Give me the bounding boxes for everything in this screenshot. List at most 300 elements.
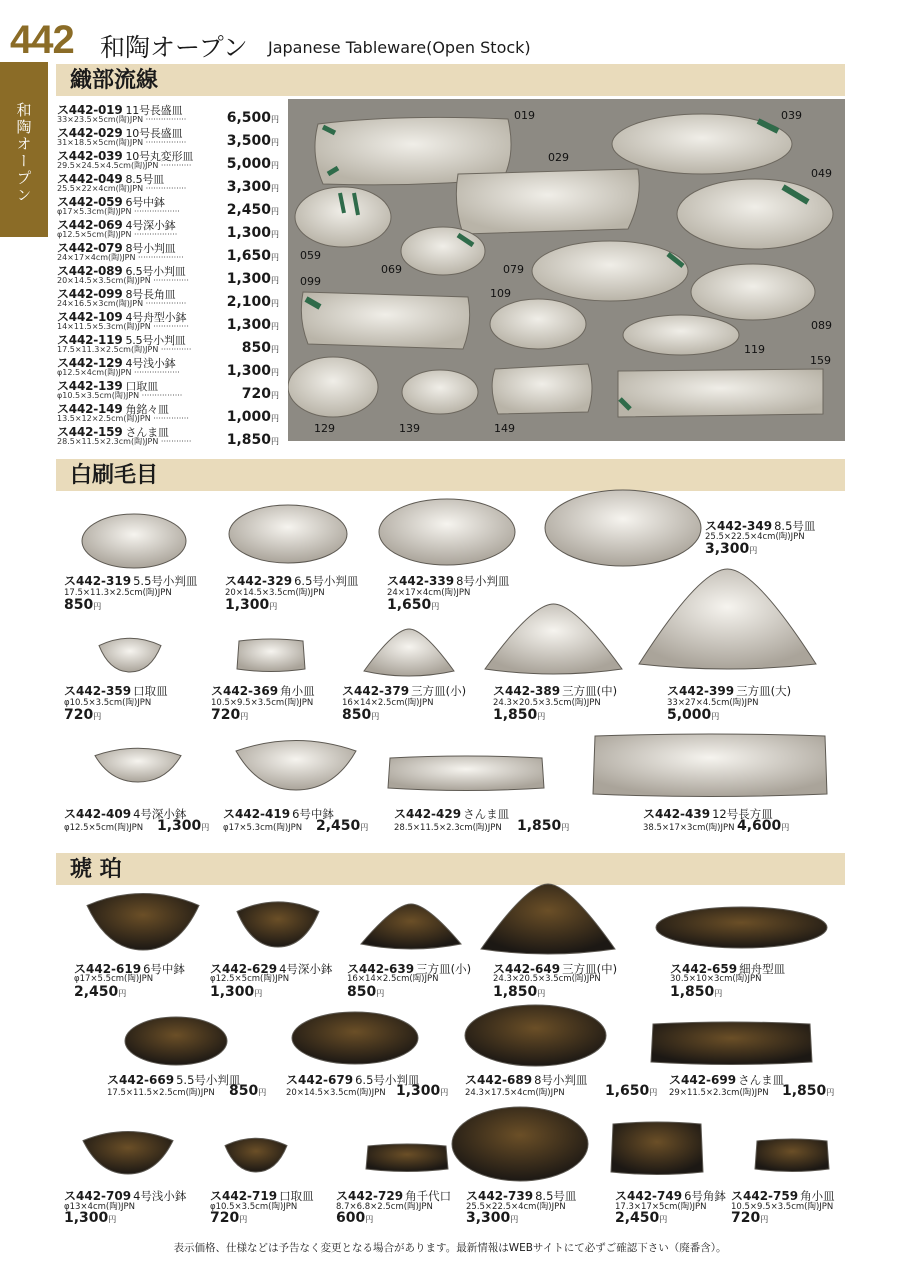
item-spec: φ12.5×4cm(陶)JPN ·················· [57,368,180,377]
item-code: ス442-659 細舟型皿 [670,962,786,976]
item-name: 8.5号皿 [774,519,816,533]
item-spec: 24×17×4cm(陶)JPN [387,588,471,598]
dish-image [233,733,359,793]
item-price: 2,100円 [226,294,279,310]
item-name: 角千代口 [405,1189,452,1203]
item-price: 600円 [336,1210,374,1226]
yen-mark: 円 [649,1088,658,1097]
item-spec: φ10.5×3.5cm(陶)JPN [64,698,152,708]
item-price: 1,300円 [226,225,279,241]
item-price: 3,300円 [705,541,758,557]
item-spec: 25.5×22.5×4cm(陶)JPN [466,1202,566,1212]
item-spec: 25.5×22×4cm(陶)JPN ················ [57,184,187,193]
item-name: 口取皿 [125,380,158,393]
dish-image [450,1105,590,1183]
oribe-product-photo [288,99,845,441]
dish-image [227,503,349,565]
list-item [57,193,285,216]
yen-mark: 円 [271,230,279,239]
item-spec: 16×14×2.5cm(陶)JPN [342,698,434,708]
yen-mark: 円 [440,1088,449,1097]
photo-label: 109 [490,287,511,300]
yen-mark: 円 [271,391,279,400]
item-code: ス442-739 8.5号皿 [466,1189,577,1203]
item-code: ス442-139 口取皿 [57,379,158,393]
item-price: 850円 [347,984,385,1000]
item-code: ス442-329 6.5号小判皿 [225,574,359,588]
item-code: ス442-049 8.5号皿 [57,172,164,186]
item-code: ス442-359 口取皿 [64,684,168,698]
section-heading-hakeme: 白刷毛目 [56,459,845,491]
item-price: 1,850円 [782,1083,835,1099]
yen-mark: 円 [714,989,723,998]
product-image [233,733,359,797]
yen-mark: 円 [659,1215,668,1224]
photo-label: 099 [300,275,321,288]
item-name: 4号浅小鉢 [133,1189,187,1203]
item-price: 720円 [241,386,279,402]
yen-mark: 円 [431,602,440,611]
yen-mark: 円 [271,322,279,331]
dish-image [96,633,164,675]
item-spec: φ17×5.3cm(陶)JPN [223,823,303,833]
item-spec: φ12.5×5cm(陶)JPN [210,974,290,984]
item-code: ス442-729 角千代口 [336,1189,452,1203]
list-item [57,400,285,423]
item-name: 10号丸変形皿 [125,150,194,163]
yen-mark: 円 [108,1215,117,1224]
list-item [57,377,285,400]
item-name: 角小皿 [800,1189,835,1203]
item-code: ス442-019 11号長盛皿 [57,103,183,117]
item-name: 三方皿(大) [736,684,792,698]
item-name: 細舟型皿 [739,962,786,976]
dish-image [386,752,546,794]
footer-note: 表示価格、仕様などは予告なく変更となる場合があります。最新情報はWEBサイトにて必ずご確認下さい（廃番含）。 [173,1242,727,1254]
item-name: 6号中鉢 [292,807,334,821]
product-image [96,633,164,679]
product-image [360,625,458,681]
item-code: ス442-119 5.5号小判皿 [57,333,186,347]
item-spec: 24×16.5×3cm(陶)JPN ················ [57,299,187,308]
photo-label: 029 [548,151,569,164]
item-price: 1,650円 [387,597,440,613]
item-code: ス442-399 三方皿(大) [667,684,792,698]
dish-image [753,1135,831,1175]
item-name: 5.5号小判皿 [176,1073,241,1087]
item-spec: 17.5×11.5×2.5cm(陶)JPN [107,1088,215,1098]
product-image [222,1133,290,1179]
dish-image [377,497,517,567]
yen-mark: 円 [711,712,720,721]
item-name: 8号小判皿 [456,574,510,588]
item-price: 1,850円 [670,984,723,1000]
item-code: ス442-429 さんま皿 [394,807,510,821]
yen-mark: 円 [269,602,278,611]
item-price: 1,300円 [64,1210,117,1226]
item-spec: 33×23.5×5cm(陶)JPN ················ [57,115,187,124]
dish-image [635,565,820,670]
dish-image [222,1133,290,1175]
yen-mark: 円 [561,823,570,832]
yen-mark: 円 [271,299,279,308]
photo-label: 039 [781,109,802,122]
item-spec: φ12.5×5cm(陶)JPN ················· [57,230,178,239]
yen-mark: 円 [271,207,279,216]
item-code: ス442-069 4号深小鉢 [57,218,176,232]
item-spec: 20×14.5×3.5cm(陶)JPN [225,588,325,598]
item-spec: 28.5×11.5×2.3cm(陶)JPN [394,823,502,833]
item-code: ス442-349 8.5号皿 [705,519,816,533]
item-price: 1,300円 [225,597,278,613]
yen-mark: 円 [365,1215,374,1224]
yen-mark: 円 [360,823,369,832]
dish-image [92,743,184,785]
item-name: 三方皿(小) [416,962,472,976]
yen-mark: 円 [93,602,102,611]
product-image [80,1125,176,1181]
product-image [609,1118,705,1182]
dish-image [654,905,829,950]
item-name: 4号深小鉢 [133,807,187,821]
item-code: ス442-679 6.5号小判皿 [286,1073,420,1087]
item-code: ス442-669 5.5号小判皿 [107,1073,241,1087]
item-name: 4号舟型小鉢 [125,311,187,324]
dish-image [477,880,619,955]
product-image [364,1140,450,1179]
item-price: 5,000円 [226,156,279,172]
photo-label: 059 [300,249,321,262]
yen-mark: 円 [537,712,546,721]
item-name: 角小皿 [280,684,315,698]
item-name: 6.5号小判皿 [125,265,186,278]
item-name: 口取皿 [133,684,168,698]
item-price: 1,300円 [226,363,279,379]
section-heading-oribe: 織部流線 [56,64,845,96]
dish-image [481,600,626,675]
item-code: ス442-039 10号丸変形皿 [57,149,194,163]
item-name: 三方皿(中) [562,962,618,976]
yen-mark: 円 [271,276,279,285]
item-name: 4号深小鉢 [279,962,333,976]
item-name: 8号長角皿 [125,288,176,301]
section-heading-kohaku: 琥 珀 [56,853,845,885]
item-name: 三方皿(中) [562,684,618,698]
dish-image [80,1125,176,1177]
item-price: 1,850円 [517,818,570,834]
item-code: ス442-639 三方皿(小) [347,962,472,976]
item-spec: 20×14.5×3.5cm(陶)JPN [286,1088,386,1098]
list-item [57,216,285,239]
item-spec: 17.5×11.3×2.5cm(陶)JPN ············ [57,345,192,354]
item-code: ス442-689 8号小判皿 [465,1073,588,1087]
product-image [92,743,184,789]
list-item [57,262,285,285]
side-tab: 和陶オープン [0,62,48,237]
item-name: 5.5号小判皿 [133,574,198,588]
product-image [635,565,820,674]
item-price: 1,650円 [226,248,279,264]
item-name: 11号長盛皿 [125,104,183,117]
item-spec: φ12.5×5cm(陶)JPN [64,823,144,833]
item-code: ス442-439 12号長方皿 [643,807,773,821]
item-code: ス442-029 10号長盛皿 [57,126,183,140]
item-price: 850円 [229,1083,267,1099]
yen-mark: 円 [271,414,279,423]
item-price: 5,000円 [667,707,720,723]
item-code: ス442-759 角小皿 [731,1189,835,1203]
item-spec: 14×11.5×5.3cm(陶)JPN ·············· [57,322,189,331]
item-price: 1,300円 [396,1083,449,1099]
product-image [543,488,703,572]
product-image [481,600,626,679]
yen-mark: 円 [271,184,279,193]
item-code: ス442-149 角銘々皿 [57,402,169,416]
yen-mark: 円 [271,368,279,377]
item-spec: 17.5×11.3×2.5cm(陶)JPN [64,588,172,598]
yen-mark: 円 [826,1088,835,1097]
item-code: ス442-419 6号中鉢 [223,807,334,821]
dish-image [364,1140,450,1175]
item-spec: 16×14×2.5cm(陶)JPN [347,974,439,984]
product-image [84,885,202,957]
item-code: ス442-749 6号角鉢 [615,1189,726,1203]
item-spec: 24.3×20.5×3.5cm(陶)JPN [493,974,601,984]
photo-label: 049 [811,167,832,180]
yen-mark: 円 [760,1215,769,1224]
list-item [57,308,285,331]
item-price: 850円 [241,340,279,356]
item-name: 8.5号皿 [535,1189,577,1203]
item-name: 5.5号小判皿 [125,334,186,347]
item-price: 720円 [210,1210,248,1226]
item-price: 850円 [342,707,380,723]
item-price: 3,300円 [466,1210,519,1226]
item-price: 2,450円 [226,202,279,218]
product-image [649,1018,814,1072]
item-name: 8号小判皿 [125,242,176,255]
item-price: 2,450円 [316,818,369,834]
item-price: 1,300円 [226,317,279,333]
item-price: 2,450円 [74,984,127,1000]
product-image [463,1003,608,1072]
list-item [57,239,285,262]
list-item [57,423,285,446]
dish-image [123,1015,229,1067]
page-subtitle: Japanese Tableware(Open Stock) [268,38,531,57]
yen-mark: 円 [271,161,279,170]
item-code: ス442-129 4号浅小鉢 [57,356,176,370]
list-item [57,124,285,147]
item-name: 8.5号皿 [125,173,164,186]
yen-mark: 円 [271,345,279,354]
item-code: ス442-379 三方皿(小) [342,684,467,698]
yen-mark: 円 [537,989,546,998]
item-name: 口取皿 [279,1189,314,1203]
item-spec: 31×18.5×5cm(陶)JPN ················ [57,138,187,147]
product-image [227,503,349,569]
list-item [57,285,285,308]
item-code: ス442-719 口取皿 [210,1189,314,1203]
product-image [654,905,829,954]
dish-image [80,512,188,570]
item-code: ス442-059 6号中鉢 [57,195,165,209]
item-code: ス442-079 8号小判皿 [57,241,176,255]
item-spec: 33×27×4.5cm(陶)JPN [667,698,759,708]
dish-image [234,895,322,950]
page-title: 和陶オープン [100,33,248,62]
yen-mark: 円 [201,823,210,832]
yen-mark: 円 [118,989,127,998]
yen-mark: 円 [254,989,263,998]
yen-mark: 円 [749,546,758,555]
dish-image [463,1003,608,1068]
product-image [80,512,188,574]
oribe-product-list [57,101,285,446]
item-price: 720円 [211,707,249,723]
item-spec: 24.3×17.5×4cm(陶)JPN [465,1088,565,1098]
item-name: 4号浅小鉢 [125,357,176,370]
photo-label: 119 [744,343,765,356]
list-item [57,147,285,170]
item-name: 10号長盛皿 [125,127,183,140]
photo-label: 159 [810,354,831,367]
photo-label: 149 [494,422,515,435]
yen-mark: 円 [781,823,790,832]
dish-image [609,1118,705,1178]
list-item [57,354,285,377]
item-spec: 24.3×20.5×3.5cm(陶)JPN [493,698,601,708]
dish-image [290,1010,420,1066]
item-spec: 20×14.5×3.5cm(陶)JPN ·············· [57,276,189,285]
item-price: 6,500円 [226,110,279,126]
item-code: ス442-389 三方皿(中) [493,684,618,698]
yen-mark: 円 [240,712,249,721]
item-code: ス442-339 8号小判皿 [387,574,510,588]
product-image [290,1010,420,1070]
item-price: 1,650円 [605,1083,658,1099]
list-item [57,170,285,193]
item-code: ス442-409 4号深小鉢 [64,807,187,821]
item-spec: φ17×5.3cm(陶)JPN ·················· [57,207,180,216]
photo-label: 089 [811,319,832,332]
item-spec: 13.5×12×2.5cm(陶)JPN ·············· [57,414,189,423]
item-name: 三方皿(小) [411,684,467,698]
yen-mark: 円 [371,712,380,721]
item-price: 850円 [64,597,102,613]
product-image [123,1015,229,1071]
yen-mark: 円 [271,437,279,446]
product-image [753,1135,831,1179]
dish-image [357,900,465,950]
item-price: 2,450円 [615,1210,668,1226]
dish-image [591,730,829,800]
item-name: さんま皿 [463,807,510,821]
item-price: 1,300円 [210,984,263,1000]
dish-image [543,488,703,568]
item-name: 6号中鉢 [143,962,185,976]
item-spec: φ17×5.5cm(陶)JPN [74,974,154,984]
item-spec: φ10.5×3.5cm(陶)JPN ················ [57,391,183,400]
item-price: 1,300円 [157,818,210,834]
item-spec: 25.5×22.5×4cm(陶)JPN [705,532,805,542]
yen-mark: 円 [376,989,385,998]
item-price: 720円 [64,707,102,723]
item-price: 1,850円 [226,432,279,448]
item-name: 4号深小鉢 [125,219,176,232]
item-code: ス442-159 さんま皿 [57,425,169,439]
dish-image [360,625,458,677]
item-name: 6号中鉢 [125,196,165,209]
product-image [234,895,322,954]
item-name: さんま皿 [125,426,169,439]
item-price: 720円 [731,1210,769,1226]
item-spec: 10.5×9.5×3.5cm(陶)JPN [731,1202,834,1212]
item-spec: 8.7×6.8×2.5cm(陶)JPN [336,1202,433,1212]
yen-mark: 円 [93,712,102,721]
dish-image [84,885,202,953]
dish-image [649,1018,814,1068]
item-name: 6号角鉢 [684,1189,726,1203]
item-code: ス442-369 角小皿 [211,684,315,698]
yen-mark: 円 [258,1088,267,1097]
item-code: ス442-089 6.5号小判皿 [57,264,186,278]
item-code: ス442-649 三方皿(中) [493,962,618,976]
product-image [591,730,829,804]
item-spec: 10.5×9.5×3.5cm(陶)JPN [211,698,314,708]
yen-mark: 円 [271,253,279,262]
item-spec: 30.5×10×3cm(陶)JPN [670,974,762,984]
page-number: 442 [10,18,74,62]
product-image [377,497,517,571]
item-price: 3,300円 [226,179,279,195]
item-spec: 24×17×4cm(陶)JPN ·················· [57,253,184,262]
photo-label: 019 [514,109,535,122]
yen-mark: 円 [510,1215,519,1224]
item-price: 1,850円 [493,707,546,723]
product-image [357,900,465,954]
item-price: 4,600円 [737,818,790,834]
yen-mark: 円 [239,1215,248,1224]
item-name: 角銘々皿 [125,403,169,416]
list-item [57,101,285,124]
list-item [57,331,285,354]
item-code: ス442-699 さんま皿 [669,1073,785,1087]
photo-label: 069 [381,263,402,276]
dish-image [235,635,307,675]
item-code: ス442-709 4号浅小鉢 [64,1189,187,1203]
item-spec: 28.5×11.5×2.3cm(陶)JPN ············ [57,437,192,446]
item-spec: φ13×4cm(陶)JPN [64,1202,136,1212]
item-spec: 38.5×17×3cm(陶)JPN [643,823,735,833]
product-image [235,635,307,679]
item-code: ス442-619 6号中鉢 [74,962,185,976]
product-image [386,752,546,798]
item-name: 6.5号小判皿 [355,1073,420,1087]
yen-mark: 円 [271,138,279,147]
item-spec: 29×11.5×2.3cm(陶)JPN [669,1088,769,1098]
photo-label: 139 [399,422,420,435]
item-name: 6.5号小判皿 [294,574,359,588]
item-price: 1,000円 [226,409,279,425]
item-spec: 29.5×24.5×4.5cm(陶)JPN ············ [57,161,192,170]
item-code: ス442-319 5.5号小判皿 [64,574,198,588]
photo-label: 129 [314,422,335,435]
product-image [450,1105,590,1187]
item-name: さんま皿 [738,1073,785,1087]
item-price: 1,850円 [493,984,546,1000]
item-spec: 17.3×17×5cm(陶)JPN [615,1202,707,1212]
